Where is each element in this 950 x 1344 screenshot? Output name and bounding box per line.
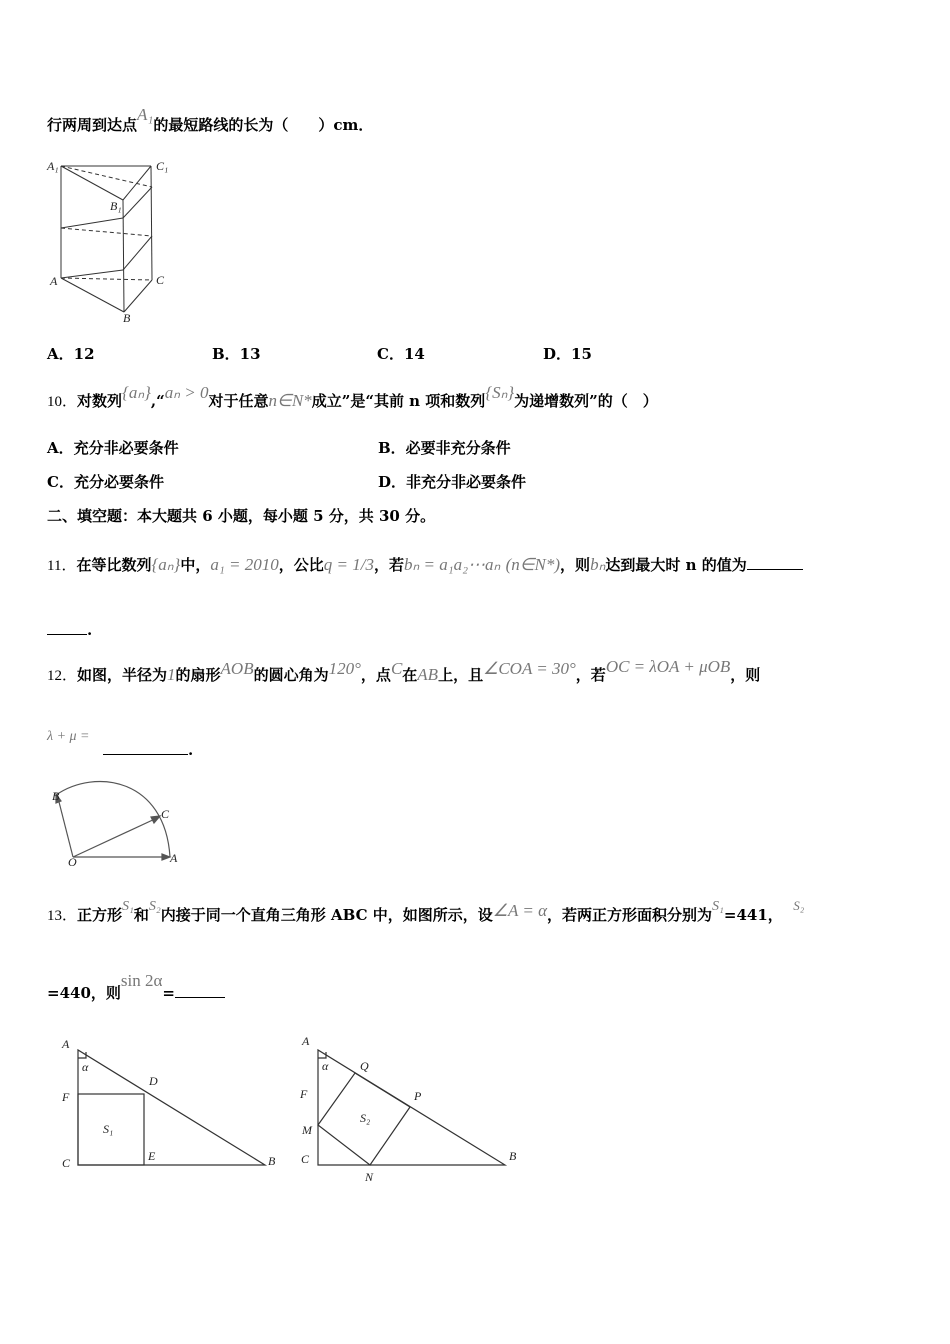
q9-text: 行两周到达点: [47, 116, 138, 134]
q13-math: S₁: [122, 899, 134, 914]
prism-figure: [61, 166, 152, 312]
q10-text: 对数列: [77, 392, 123, 410]
fig2-M: M: [302, 1123, 312, 1137]
q13-text: =: [162, 984, 175, 1002]
q13-text: =440，则: [47, 984, 121, 1002]
q11-text: 中，: [180, 556, 211, 574]
fig1-S1: S₁: [103, 1122, 114, 1136]
fig1-C: C: [62, 1156, 71, 1170]
q12-number: 12．: [47, 668, 78, 684]
q13-math: ∠A = α: [492, 901, 547, 920]
q12-math: AB: [417, 665, 439, 684]
triangle-figure-2: [318, 1050, 505, 1165]
q11-text: ，公比: [278, 556, 324, 574]
q9-text-end: 的最短路线的长为（ ）cm．: [153, 116, 374, 134]
q13-text: 正方形: [77, 906, 123, 924]
q11-answer-blank[interactable]: [747, 555, 803, 570]
q11-number: 11．: [47, 558, 77, 574]
q10-option-a[interactable]: A．充分非必要条件: [47, 439, 179, 457]
q11-text: 达到最大时 n 的值为: [605, 556, 747, 574]
q10-math: {aₙ}: [122, 383, 151, 402]
q12-text: 在: [402, 666, 418, 684]
q12-end: .: [188, 741, 194, 759]
q13-text: 内接于同一个直角三角形 ABC 中，如图所示，设: [160, 906, 493, 924]
q12-text: 的圆心角为: [253, 666, 329, 684]
q12-text: 如图，半径为: [77, 666, 168, 684]
q11-text: 在等比数列: [76, 556, 152, 574]
fig1-F: F: [62, 1090, 70, 1104]
q11-text: ，若: [373, 556, 404, 574]
q13-answer-blank[interactable]: [175, 983, 225, 998]
q9-option-d[interactable]: D．15: [543, 345, 592, 363]
q12-math: AOB: [220, 659, 254, 678]
q11-answer-blank-2[interactable]: [47, 620, 87, 635]
q11-stem: [47, 555, 803, 576]
q13-math: sin 2α: [120, 971, 163, 990]
q10-text: 对于任意: [208, 392, 269, 410]
fig2-B: B: [509, 1149, 517, 1163]
q11-math: bₙ = a₁a₂⋯aₙ: [403, 555, 501, 574]
q12-answer-line: [47, 725, 90, 747]
q11-math: bₙ: [590, 555, 606, 574]
q11-math: (n∈N*): [505, 555, 561, 574]
q10-math: aₙ > 0: [164, 383, 209, 402]
q10-text: 为递增数列”的（ ）: [514, 392, 658, 410]
q13-math: S₁: [712, 899, 724, 914]
q10-math: {Sₙ}: [485, 383, 515, 402]
q12-text: ，若: [575, 666, 606, 684]
fig2-C: C: [301, 1152, 310, 1166]
fig2-alpha: α: [322, 1059, 329, 1073]
fig2-S2: S₂: [360, 1111, 371, 1125]
q11-end: .: [87, 621, 93, 639]
q13-stem-cont: [47, 971, 225, 1003]
q13-math: S₂: [793, 898, 805, 913]
sector-figure: [56, 781, 170, 860]
q12-math: ∠COA = 30°: [483, 659, 576, 678]
q12-math: OC = λOA + μOB: [605, 657, 731, 676]
q11-math: q = 1/3: [323, 555, 374, 574]
q12-answer-blank[interactable]: [103, 740, 188, 755]
fig2-F: F: [300, 1087, 308, 1101]
fig2-Q: Q: [360, 1059, 369, 1073]
fig1-B: B: [268, 1154, 276, 1168]
label-sector-B: B: [52, 789, 60, 803]
fig2-A: A: [302, 1034, 310, 1048]
label-sector-A: A: [170, 851, 178, 865]
triangle-figure-1: [78, 1050, 265, 1165]
label-B1: B₁: [110, 199, 122, 213]
q13-text: 和: [133, 906, 149, 924]
q13-number: 13．: [47, 908, 78, 924]
label-sector-C: C: [161, 807, 170, 821]
q12-stem: [47, 657, 761, 686]
q13-math: S₂: [148, 899, 161, 914]
label-O: O: [68, 855, 77, 869]
q13-text: =441，: [723, 906, 783, 924]
q10-text: 成立”是“其前 n 项和数列: [311, 392, 486, 410]
label-C1: C₁: [156, 159, 169, 173]
q9-option-a[interactable]: A．12: [47, 345, 95, 363]
q9-math-point: A₁: [137, 105, 154, 124]
q13-stem: [47, 898, 805, 927]
q12-blank-line: [103, 740, 193, 760]
label-A: A: [50, 274, 58, 288]
q10-option-b[interactable]: B．必要非充分条件: [378, 439, 511, 457]
q12-math: 120°: [328, 659, 361, 678]
label-C: C: [156, 273, 165, 287]
q12-math: C: [390, 659, 403, 678]
q12-math: λ + μ =: [47, 729, 90, 744]
section-heading: 二、填空题：本大题共 6 小题，每小题 5 分，共 30 分。: [47, 507, 436, 525]
q12-text: 上，且: [438, 666, 484, 684]
q11-math: {aₙ}: [151, 555, 181, 574]
fig1-E: E: [148, 1149, 156, 1163]
q12-text: ，则: [730, 666, 761, 684]
q10-option-d[interactable]: D．非充分非必要条件: [378, 473, 527, 491]
q10-text: ,“: [150, 392, 165, 410]
q11-blank-cont: [47, 620, 92, 640]
label-B: B: [123, 311, 131, 325]
fig1-alpha: α: [82, 1060, 89, 1074]
q11-text: ，则: [560, 556, 591, 574]
label-A1: A₁: [47, 159, 59, 173]
q10-option-c[interactable]: C．充分必要条件: [47, 473, 164, 491]
fig1-A: A: [62, 1037, 70, 1051]
q12-text: ，点: [360, 666, 391, 684]
q9-option-b[interactable]: B．13: [212, 345, 261, 363]
q10-stem: [47, 383, 658, 412]
q9-option-c[interactable]: C．14: [377, 345, 425, 363]
fig1-D: D: [149, 1074, 158, 1088]
fig2-N: N: [365, 1170, 374, 1184]
fig2-P: P: [414, 1089, 422, 1103]
q10-number: 10．: [47, 394, 78, 410]
q11-math: a₁ = 2010: [210, 555, 279, 574]
q10-math: n∈N*: [268, 391, 312, 410]
q13-text: ，若两正方形面积分别为: [547, 906, 713, 924]
q12-math: 1: [167, 665, 176, 684]
q12-text: 的扇形: [175, 666, 221, 684]
